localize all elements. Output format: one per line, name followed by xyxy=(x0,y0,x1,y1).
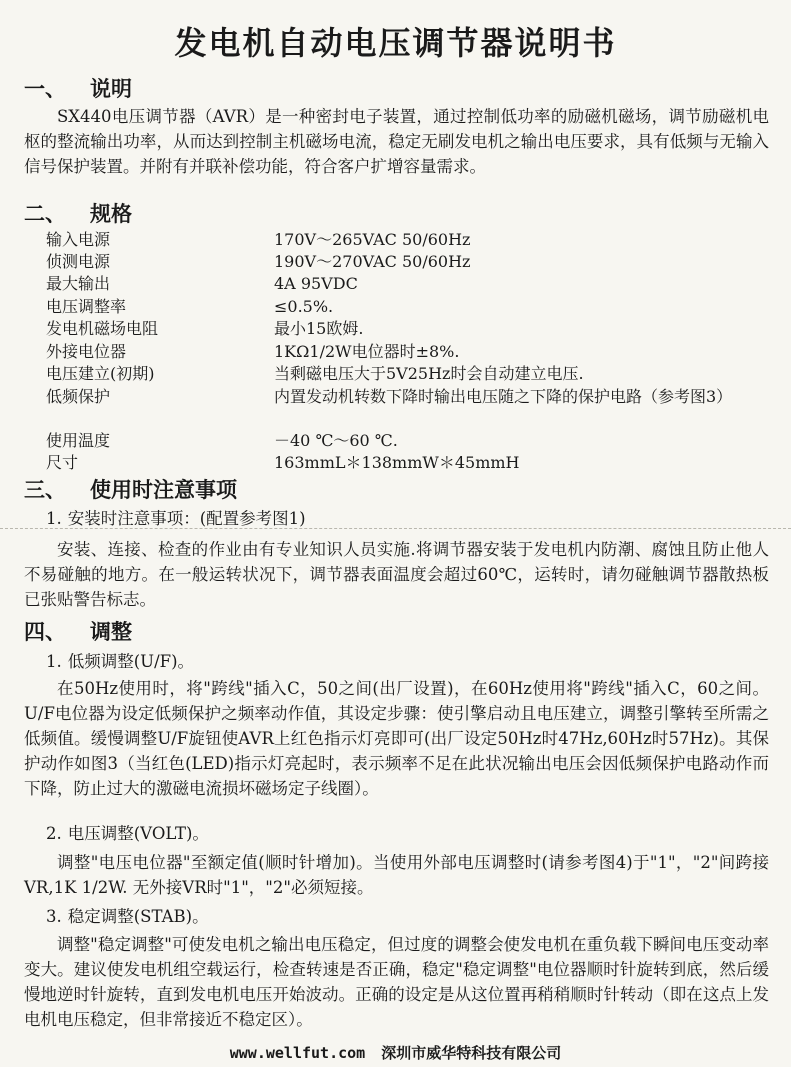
section-heading-precautions xyxy=(24,474,237,504)
item-label: 低频调整(U/F)。 xyxy=(67,652,195,671)
footer xyxy=(0,1042,791,1063)
item-label: 安装时注意事项：(配置参考图1) xyxy=(67,509,306,528)
section-heading-description xyxy=(24,73,132,103)
section-heading-specs xyxy=(24,198,132,228)
stab-paragraph: 调整"稳定调整"可使发电机之输出电压稳定，但过度的调整会使发电机在重负载下瞬间电压变动率变大。建议使发电机组空载运行，检查转速是否正确，稳定"稳定调整"电位器顺时针旋转到底，然后缓慢地逆时针旋转，直到发电机电压开始波动。正确的设定是从这位置再稍稍顺时针转动（即在这点上发电机电压稳定，但非常接近不稳定区）。 xyxy=(24,935,769,1029)
section-title: 调整 xyxy=(90,620,132,644)
item-index: 3. xyxy=(46,907,62,926)
item-index: 1. xyxy=(46,652,62,671)
uf-paragraph: 在50Hz使用时，将"跨线"插入C，50之间(出厂设置)，在60Hz使用将"跨线"插入C，60之间。U/F电位器为设定低频保护之频率动作值，其设定步骤：使引擎启动且电压建立，调整引擎转至所需之低频值。缓慢调整U/F旋钮使AVR上红色指示灯亮即可(出厂设定50Hz时47Hz,60Hz时57Hz)。其保护动作如图3（当红色(LED)指示灯亮起时，表示频率不足在此状况输出电压会因低频保护电路动作而下降，防止过大的激磁电流损坏磁场定子线圈）。 xyxy=(24,679,769,798)
spec-key: 使用温度 xyxy=(46,431,111,450)
volt-paragraph: 调整"电压电位器"至额定值(顺时针增加)。当使用外部电压调整时(请参考图4)于"1"，"2"间跨接VR,1K 1/2W. 无外接VR时"1"，"2"必须短接。 xyxy=(24,853,769,897)
page-divider xyxy=(0,528,791,529)
section-number: 一、 xyxy=(24,77,66,101)
description-paragraph: SX440电压调节器（AVR）是一种密封电子装置，通过控制低功率的励磁机磁场，调节励磁机电枢的整流输出功率，从而达到控制主机磁场电流，稳定无刷发电机之输出电压要求，具有低频与无输入信号保护装置。并附有并联补偿功能，符合客户扩增容量需求。 xyxy=(24,107,769,176)
spec-value: 170V～265VAC 50/60Hz xyxy=(274,230,471,249)
spec-key: 发电机磁场电阻 xyxy=(46,319,159,338)
adjust-item-stab xyxy=(46,903,209,927)
company-name: 深圳市威华特科技有限公司 xyxy=(381,1044,562,1062)
spec-value: 4A 95VDC xyxy=(274,274,358,293)
spec-key: 电压建立(初期) xyxy=(46,364,155,383)
section-number: 二、 xyxy=(24,202,66,226)
spec-key: 电压调整率 xyxy=(46,297,127,316)
item-index: 1. xyxy=(46,509,62,528)
spec-key: 低频保护 xyxy=(46,387,111,406)
spec-value: 1KΩ1/2W电位器时±8%. xyxy=(274,342,460,361)
section-title: 说明 xyxy=(90,77,132,101)
item-index: 2. xyxy=(46,824,62,843)
spec-value: 当剩磁电压大于5V25Hz时会自动建立电压. xyxy=(274,364,584,383)
section-title: 使用时注意事项 xyxy=(90,478,237,502)
item-label: 稳定调整(STAB)。 xyxy=(67,907,209,926)
spec-key: 尺寸 xyxy=(46,453,79,472)
spec-key: 外接电位器 xyxy=(46,342,127,361)
spec-value: 163mmL＊138mmW＊45mmH xyxy=(274,453,520,472)
website-link[interactable]: www.wellfut.com xyxy=(229,1044,366,1062)
document-title: 发电机自动电压调节器说明书 xyxy=(174,24,617,62)
spec-key: 最大输出 xyxy=(46,274,111,293)
section-number: 四、 xyxy=(24,620,66,644)
spec-value: 内置发动机转数下降时输出电压随之下降的保护电路（参考图3） xyxy=(274,387,733,406)
spec-value: 最小15欧姆. xyxy=(274,319,364,338)
section-title: 规格 xyxy=(90,202,132,226)
install-paragraph: 安装、连接、检查的作业由有专业知识人员实施.将调节器安装于发电机内防潮、腐蚀且防止他人不易碰触的地方。在一般运转状况下，调节器表面温度会超过60℃，运转时，请勿碰触调节器散热板已张贴警告标志。 xyxy=(24,540,769,609)
spec-value: －40 ℃～60 ℃. xyxy=(274,431,398,450)
spec-key: 输入电源 xyxy=(46,230,111,249)
spec-key: 侦测电源 xyxy=(46,252,111,271)
precaution-item-install xyxy=(46,505,306,529)
adjust-item-volt xyxy=(46,820,209,844)
spec-value: ≤0.5%. xyxy=(274,297,334,316)
spec-value: 190V～270VAC 50/60Hz xyxy=(274,252,471,271)
section-number: 三、 xyxy=(24,478,66,502)
item-label: 电压调整(VOLT)。 xyxy=(67,824,209,843)
section-heading-adjustment xyxy=(24,616,132,646)
adjust-item-uf xyxy=(46,648,194,672)
